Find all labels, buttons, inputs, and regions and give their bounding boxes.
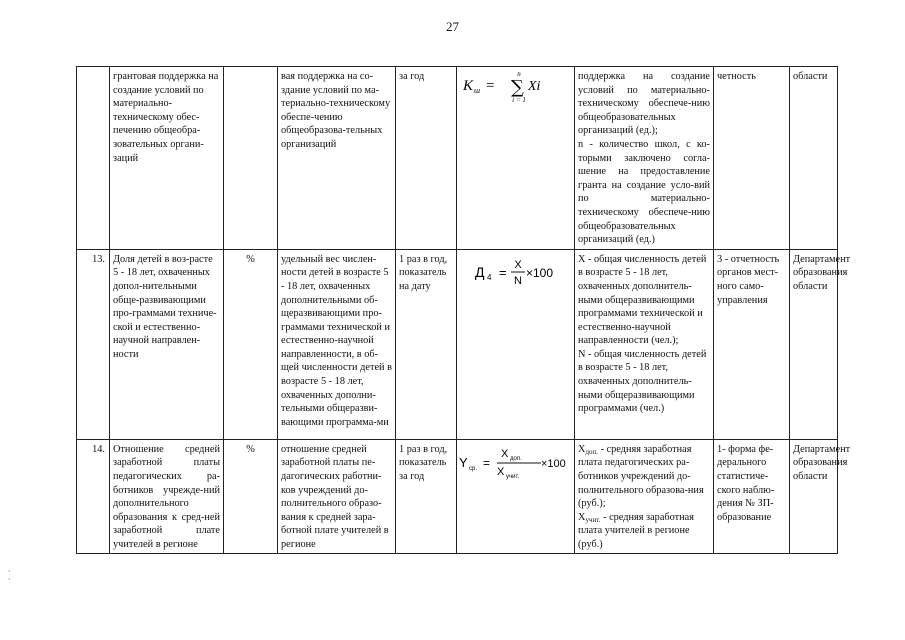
formula-fraction xyxy=(461,255,571,289)
formula-numerator: X xyxy=(500,447,508,460)
table-row xyxy=(77,67,838,250)
formula-lhs: Д xyxy=(474,263,484,280)
indicator-table xyxy=(76,66,851,554)
formula-lhs: Y xyxy=(458,454,468,470)
formula-cell xyxy=(457,439,575,554)
row-number: 13. xyxy=(77,249,110,439)
periodicity-cell: 1 раз в год, показатель на дату xyxy=(396,249,457,439)
formula-eq: = xyxy=(485,78,494,94)
formula-sum-bottom: i = 1 xyxy=(511,96,526,104)
periodicity-cell: 1 раз в год, показатель за год xyxy=(396,439,457,554)
source-cell: 1- форма фе-дерального статистиче-ского наблю-дения № ЗП-образование xyxy=(714,439,790,554)
variable-subscript: доп. xyxy=(585,447,598,456)
variables-text: X - общая численность детей в возрасте 5 - 18 лет, охваченных дополнитель-ными общеразвивающими программами технической и естественно-научной направленности (чел.); N - общая численность детей в возрасте 5 - 18 лет, охваченных дополнитель-ными общеразвивающими программами (чел.) xyxy=(578,253,707,415)
formula-mult: ×100 xyxy=(525,265,553,280)
unit-cell: % xyxy=(224,249,278,439)
variables-cell xyxy=(575,67,714,250)
responsible-cell: Департамент образования области xyxy=(790,439,838,554)
indicator-name: грантовая поддержка на создание условий по материально-техническому обес-печению общеобра-зовательных органи-заций xyxy=(110,67,224,250)
indicator-name: Доля детей в воз-расте 5 - 18 лет, охваченных допол-нительными обще-развивающими про-граммами техниче-ской и естественно-научной направлен-ности xyxy=(110,249,224,439)
formula-lhs-sub: 4 xyxy=(486,272,491,282)
formula-denominator-sub: учит. xyxy=(505,473,519,480)
sum-icon: ∑ xyxy=(510,77,524,98)
formula-lhs-sub: ш xyxy=(473,86,480,95)
formula-eq: = xyxy=(498,264,507,280)
indicator-name: Отношение средней заработной платы педагогических ра-ботников учрежде-ний дополнительного образования к сред-ней заработной плате учителей в регионе xyxy=(110,439,224,554)
formula-lhs-sub: ср. xyxy=(468,465,477,472)
table-row xyxy=(77,249,838,439)
responsible-cell: Департамент образования области xyxy=(790,249,838,439)
source-cell: четность xyxy=(714,67,790,250)
row-number xyxy=(77,67,110,250)
formula-mult: ×100 xyxy=(540,457,566,470)
table-row xyxy=(77,439,838,554)
margin-mark: · xyxy=(8,575,11,584)
unit-cell: % xyxy=(224,439,278,554)
periodicity-cell: за год xyxy=(396,67,457,250)
formula-ratio xyxy=(459,445,573,481)
variables-cell xyxy=(575,249,714,439)
formula-sum-top: n xyxy=(516,70,521,78)
variables-cell xyxy=(575,439,714,554)
formula-sum xyxy=(461,72,571,104)
formula-numerator: X xyxy=(513,258,522,271)
definition-cell: отношение средней заработной платы пе-дагогических работни-ков учреждений до-полнительного образо-вания к средней зара-ботной плате учителей в регионе xyxy=(278,439,396,554)
page-number: 27 xyxy=(446,19,459,34)
formula-denominator: X xyxy=(496,465,504,478)
formula-eq: = xyxy=(482,455,490,470)
source-cell: 3 - отчетность органов мест-ного само-управления xyxy=(714,249,790,439)
unit-cell xyxy=(224,67,278,250)
row-number: 14. xyxy=(77,439,110,554)
variable-symbol: X xyxy=(578,443,586,455)
variable-description: - средняя заработная плата учителей в регионе (руб.) xyxy=(578,511,694,550)
definition-cell: удельный вес числен-ности детей в возрасте 5 - 18 лет, охваченных дополнительными об-щеразвивающими про-граммами технической и естественно-научной направленности, в об-щей численности детей в возрасте 5 - 18 лет, охваченных дополни-тельными общеразви-вающими программа-ми xyxy=(278,249,396,439)
formula-denominator: N xyxy=(513,274,522,287)
formula-lhs: K xyxy=(462,78,473,94)
variables-text: поддержка на создание условий по материально-техническому обеспече-нию общеобразовательных организаций (ед.); n - количество школ, с ко-торыми заключено согла-шение на предоставление гранта на создание усло-вий по материально-техническому обеспече-нию общеобразовательных организаций (ед.) xyxy=(578,71,710,246)
definition-cell: вая поддержка на со-здание условий по ма-териально-техническому обеспе-чению общеобразова-тельных организаций xyxy=(278,67,396,250)
responsible-cell: области xyxy=(790,67,838,250)
margin-mark: · xyxy=(8,567,11,576)
formula-cell xyxy=(457,249,575,439)
formula-cell xyxy=(457,67,575,250)
formula-term: Xi xyxy=(527,79,540,94)
variable-subscript: учит. xyxy=(585,515,601,524)
variable-description: - средняя заработная плата педагогических ра-ботников учреждений до-полнительного образова-ния (руб.); xyxy=(578,443,704,510)
variable-symbol: X xyxy=(578,511,586,523)
formula-numerator-sub: доп. xyxy=(509,455,522,462)
